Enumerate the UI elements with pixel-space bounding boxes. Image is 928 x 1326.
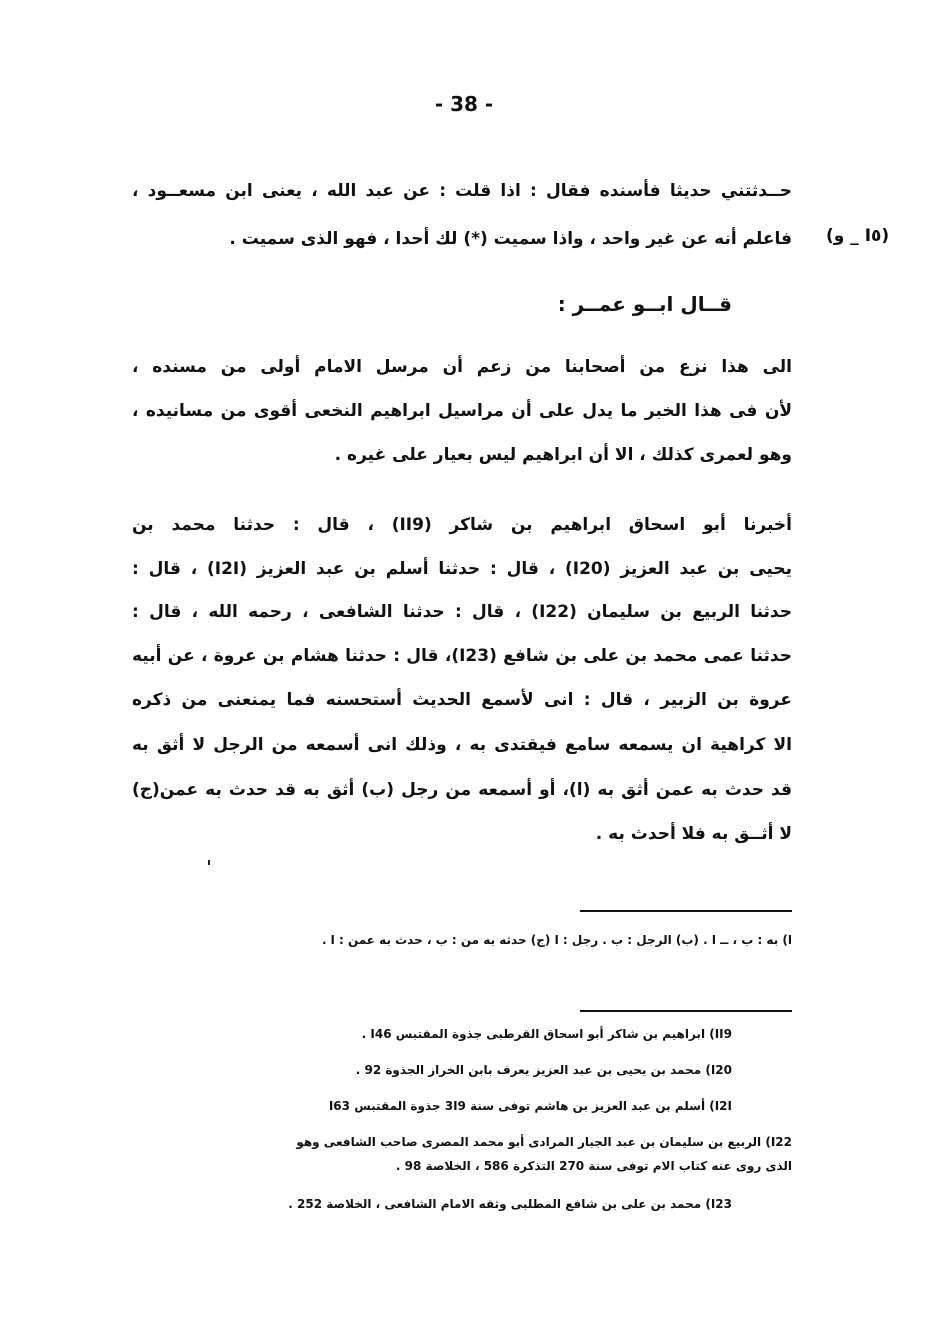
footnote-continuation: الذى روى عنه كتاب الام توفى سنة 270 التذكرة 586 ، الخلاصة 98 . (395, 1159, 792, 1173)
text-line: وهو لعمرى كذلك ، الا أن ابراهيم ليس بعيار على غيره . (334, 445, 792, 465)
text-line: يحيى بن عبد العزيز (I20) ، قال : حدثنا أسلم بن عبد العزيز (I2I) ، قال : (132, 559, 792, 579)
variant-note: ا) به : ب ، ــ ا . (ب) الرجل : ب . رجل : ا (ج) حدثه به من : ب ، حدث به عمن : ا . (321, 933, 792, 947)
text-line: الا كراهية ان يسمعه سامع فيقتدى به ، وذلك انى أسمعه من الرجل لا أثق به (132, 735, 792, 755)
text-line: الى هذا نزع من أصحابنا من زعم أن مرسل الامام أولى من مسنده ، (132, 357, 792, 377)
text-line: فاعلم أنه عن غير واحد ، واذا سميت (*) لك أحدا ، فهو الذى سميت . (229, 229, 792, 249)
text-line: أخبرنا أبو اسحاق ابراهيم بن شاكر (II9) ، قال : حدثنا محمد بن (132, 515, 792, 535)
footnote: II9) ابراهيم بن شاكر أبو اسحاق القرطبى جذوة المقتبس I46 . (361, 1027, 732, 1041)
margin-note: (I٥ _ و) (826, 226, 890, 246)
text-line: حدثنا الربيع بن سليمان (I22) ، قال : حدثنا الشافعى ، رحمه الله ، قال : (132, 602, 792, 622)
text-line: لا أثــق به فلا أحدث به . (595, 824, 792, 844)
footnote: I2I) أسلم بن عبد العزيز بن هاشم توفى سنة 3I9 جذوة المقتبس I63 (328, 1099, 732, 1113)
footnote: I23) محمد بن على بن شافع المطلبى وثقه الامام الشافعى ، الخلاصة 252 . (288, 1197, 732, 1211)
text-line: حــدثتني حديثا فأسنده فقال : اذا قلت : عن عبد الله ، يعنى ابن مسعــود ، (132, 181, 792, 201)
text-line: حدثنا عمى محمد بن على بن شافع (I23)، قال : حدثنا هشام بن عروة ، عن أبيه (132, 646, 792, 666)
footnote: I20) محمد بن يحيى بن عبد العزيز يعرف بابن الخراز الجذوة 92 . (355, 1063, 732, 1077)
footnote: I22) الربيع بن سليمان بن عبد الجبار المرادى أبو محمد المصرى صاحب الشافعى وهو (296, 1135, 792, 1149)
section-heading: قــال ابــو عمــر : (557, 292, 732, 316)
footnote-divider (580, 910, 792, 912)
text-line: قد حدث به عمن أثق به (ا)، أو أسمعه من رجل (ب) أثق به قد حدث به عمن(ج) (132, 780, 792, 800)
ink-speck (208, 860, 210, 865)
page-number: - 38 - (434, 92, 494, 116)
text-line: لأن فى هذا الخبر ما يدل على أن مراسيل ابراهيم النخعى أقوى من مسانيده ، (132, 401, 792, 421)
footnote-divider (580, 1010, 792, 1012)
text-line: عروة بن الزبير ، قال : انى لأسمع الحديث أستحسنه فما يمنعنى من ذكره (132, 690, 792, 710)
